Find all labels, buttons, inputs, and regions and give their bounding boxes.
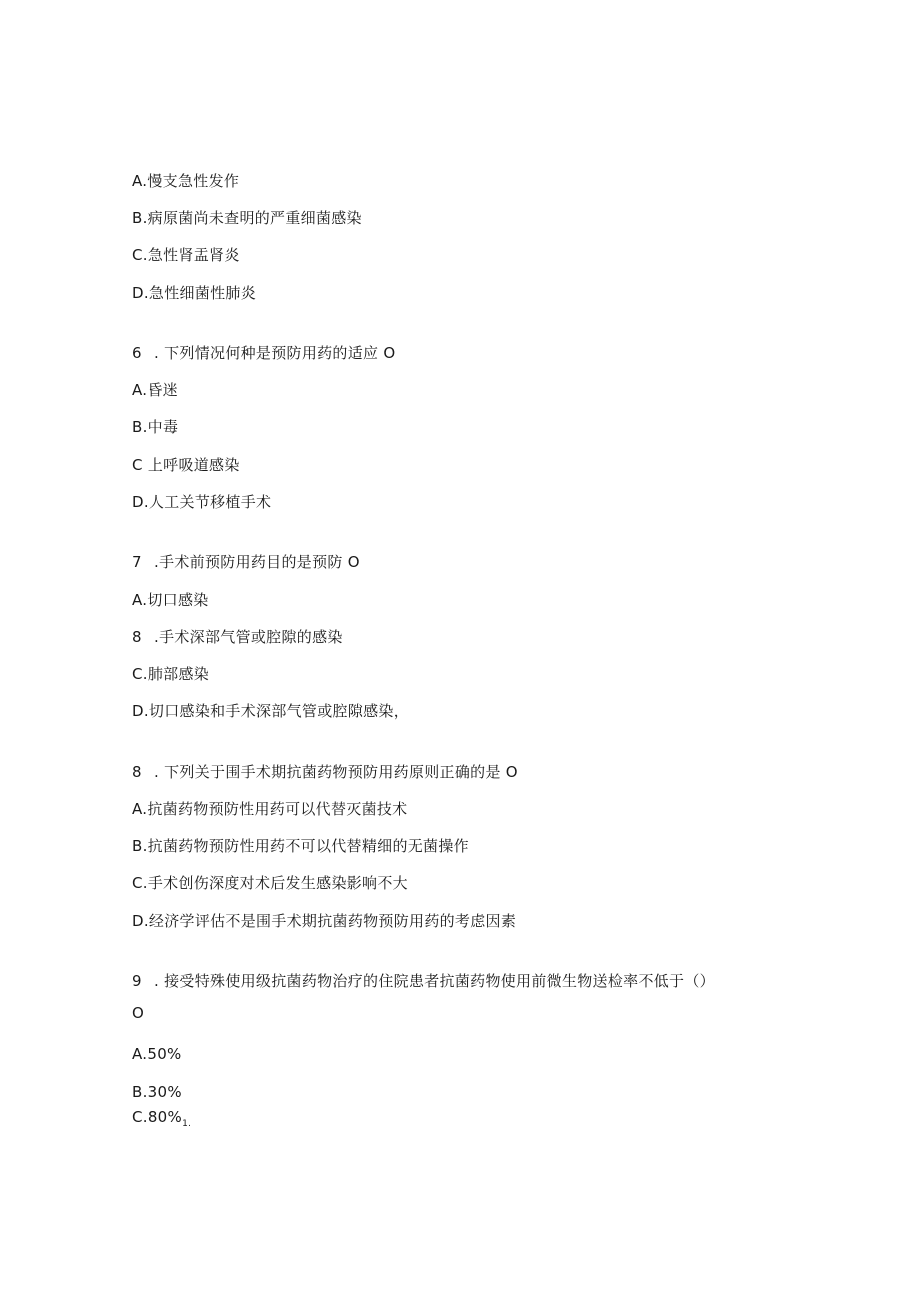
q7-option-a: A.切口感染 <box>132 591 209 609</box>
q7-stem <box>132 552 360 572</box>
q9-stem <box>132 971 715 991</box>
q9-option-a: A.50% <box>132 1045 182 1063</box>
q7-inline-item <box>132 627 343 647</box>
q5-option-a: A.慢支急性发作 <box>132 172 240 190</box>
q8-option-d: D.经济学评估不是围手术期抗菌药物预防用药的考虑因素 <box>132 912 517 930</box>
q7-option-c: C.肺部感染 <box>132 665 210 683</box>
q7-inline-number: 8 <box>132 628 142 646</box>
q6-option-b: B.中毒 <box>132 418 179 436</box>
q6-option-a: A.昏迷 <box>132 381 178 399</box>
q6-option-c: C 上呼吸道感染 <box>132 456 240 474</box>
q9-footnote: 1. <box>182 1119 192 1129</box>
q9-stem-text: . 接受特殊使用级抗菌药物治疗的住院患者抗菌药物使用前微生物送检率不低于（） <box>154 972 715 990</box>
q6-option-d: D.人工关节移植手术 <box>132 493 272 511</box>
q7-stem-text: .手术前预防用药目的是预防 O <box>154 553 360 571</box>
q9-number: 9 <box>132 972 142 990</box>
q9-option-c <box>132 1107 191 1134</box>
q9-option-c-text: C.80% <box>132 1108 183 1126</box>
q7-option-d: D.切口感染和手术深部气管或腔隙感染， <box>132 702 410 720</box>
q6-number: 6 <box>132 344 142 362</box>
q5-option-c: C.急性肾盂肾炎 <box>132 246 240 264</box>
q8-option-a: A.抗菌药物预防性用药可以代替灭菌技术 <box>132 800 408 818</box>
q8-number: 8 <box>132 763 142 781</box>
q7-inline-text: .手术深部气管或腔隙的感染 <box>154 628 343 646</box>
q5-option-d: D.急性细菌性肺炎 <box>132 284 257 302</box>
q5-option-b: B.病原菌尚未查明的严重细菌感染 <box>132 209 362 227</box>
q9-option-b: B.30% <box>132 1083 182 1101</box>
q8-option-b: B.抗菌药物预防性用药不可以代替精细的无菌操作 <box>132 837 469 855</box>
q8-option-c: C.手术创伤深度对术后发生感染影响不大 <box>132 874 408 892</box>
q8-stem-text: . 下列关于围手术期抗菌药物预防用药原则正确的是 O <box>154 763 518 781</box>
q8-stem <box>132 762 518 782</box>
q6-stem <box>132 343 396 363</box>
q7-number: 7 <box>132 553 142 571</box>
q6-stem-text: . 下列情况何种是预防用药的适应 O <box>154 344 396 362</box>
q9-stem-continuation: O <box>132 1004 145 1022</box>
